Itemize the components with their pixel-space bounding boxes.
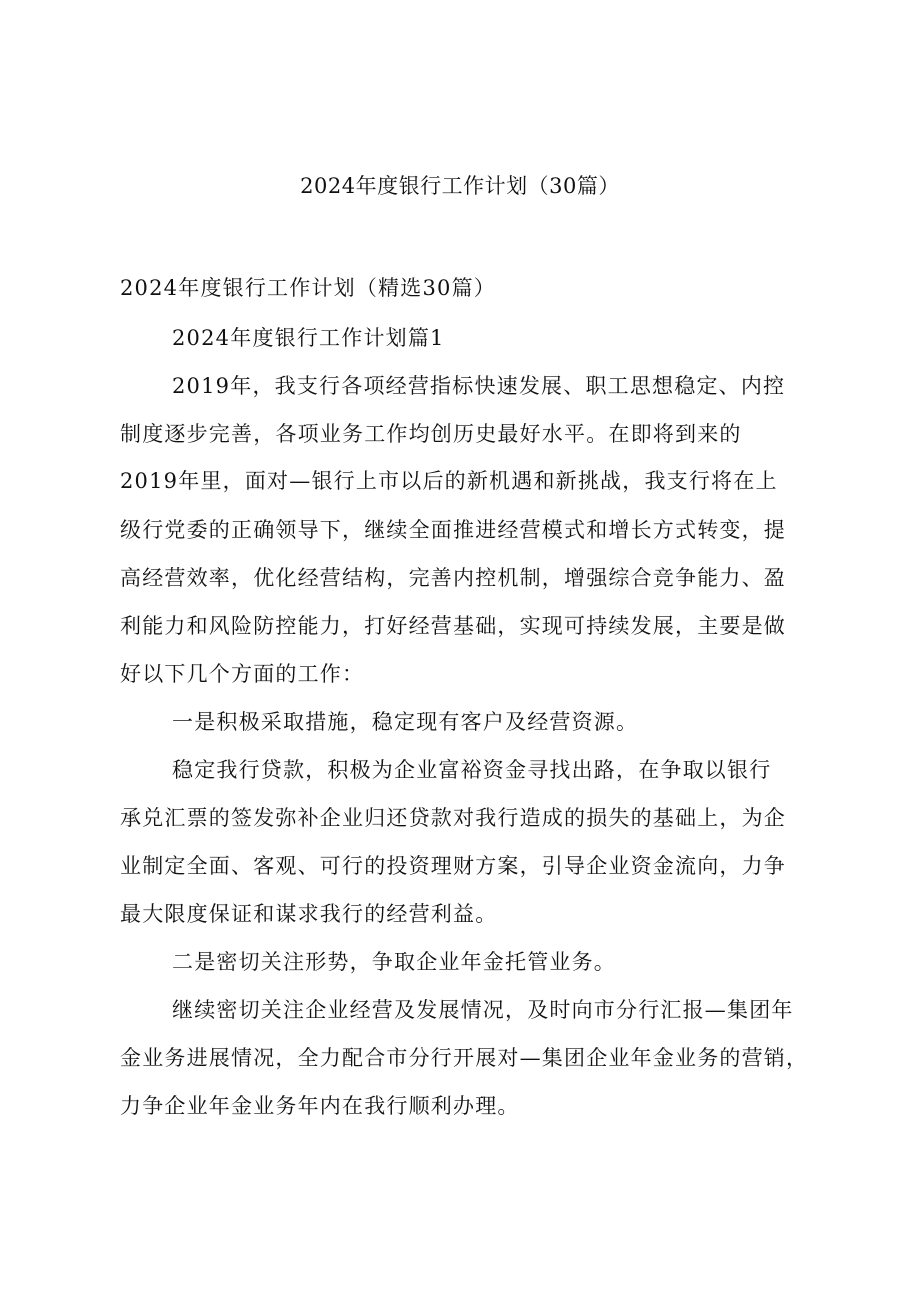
paragraph-line: 最大限度保证和谋求我行的经营利益。: [120, 902, 498, 926]
paragraph-line: 金业务进展情况，全力配合市分行开展对—集团企业年金业务的营销，: [120, 1046, 809, 1070]
section-heading: 2024年度银行工作计划篇1: [172, 326, 445, 350]
paragraph-line: 稳定我行贷款，积极为企业富裕资金寻找出路，在争取以银行: [172, 758, 772, 782]
paragraph-line: 制度逐步完善，各项业务工作均创历史最好水平。在即将到来的: [120, 422, 742, 446]
paragraph-line: 一是积极采取措施，稳定现有客户及经营资源。: [172, 710, 639, 734]
paragraph-line: 高经营效率，优化经营结构，完善内控机制，增强综合竞争能力、盈: [120, 566, 786, 590]
paragraph-line: 业制定全面、客观、可行的投资理财方案，引导企业资金流向，力争: [120, 854, 786, 878]
document-subtitle: 2024年度银行工作计划（精选30篇）: [120, 276, 496, 300]
document-title: 2024年度银行工作计划（30篇）: [300, 174, 620, 198]
paragraph-line: 好以下几个方面的工作：: [120, 662, 365, 686]
paragraph-line: 二是密切关注形势，争取企业年金托管业务。: [172, 950, 616, 974]
paragraph-line: 利能力和风险防控能力，打好经营基础，实现可持续发展，主要是做: [120, 614, 786, 638]
paragraph-line: 继续密切关注企业经营及发展情况，及时向市分行汇报—集团年: [172, 998, 794, 1022]
paragraph-line: 2019年里，面对—银行上市以后的新机遇和新挑战，我支行将在上: [120, 469, 778, 493]
paragraph-line: 力争企业年金业务年内在我行顺利办理。: [120, 1094, 520, 1118]
paragraph-line: 级行党委的正确领导下，继续全面推进经营模式和增长方式转变，提: [120, 518, 786, 542]
paragraph-line: 2019年，我支行各项经营指标快速发展、职工思想稳定、内控: [172, 374, 786, 398]
paragraph-line: 承兑汇票的签发弥补企业归还贷款对我行造成的损失的基础上，为企: [120, 806, 786, 830]
